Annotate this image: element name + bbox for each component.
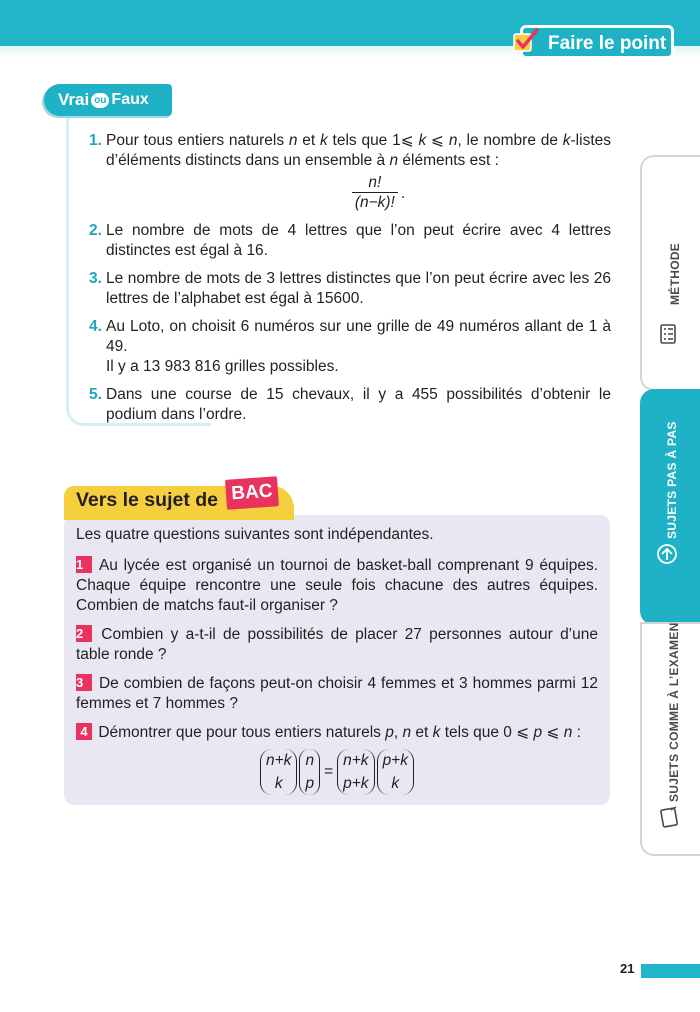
vrai-faux-item-5	[89, 385, 611, 425]
vrai-faux-list	[89, 131, 611, 433]
item-text: Le nombre de mots de 3 lettres distinctes que l’on peut écrire avec les 26 lettres de l’alphabet est égal à 15600.	[106, 270, 611, 307]
binomial-identity	[76, 749, 598, 795]
fraction-denominator: (n−k)!	[352, 192, 398, 213]
tab-methode-label: MÉTHODE	[668, 242, 682, 305]
item-text-line2: Il y a 13 983 816 grilles possibles.	[106, 358, 339, 375]
item-number: 1.	[89, 132, 102, 149]
bac-content	[76, 525, 598, 804]
page-number-bar	[641, 964, 700, 978]
question-text: Démontrer que pour tous entiers naturels p, n et k tels que 0 ⩽ p ⩽ n :	[98, 724, 581, 741]
tab-sujets-pas-a-pas[interactable]	[640, 389, 700, 625]
exam-sheet-icon	[658, 806, 680, 828]
question-text: De combien de façons peut-on choisir 4 femmes et 3 hommes parmi 12 femmes et 7 hommes ?	[76, 675, 598, 712]
item-text: Le nombre de mots de 4 lettres que l’on peut écrire avec 4 lettres distinctes est égal à 16.	[106, 222, 611, 259]
badge-ou: ou	[91, 93, 109, 108]
checkbox-check-icon	[511, 26, 541, 56]
item-text: Dans une course de 15 chevaux, il y a 455 possibilités d’obtenir le podium dans l’ordre.	[106, 386, 611, 423]
item-text: Pour tous entiers naturels n et k tels que 1⩽ k ⩽ n, le nombre de k-listes d’éléments distincts dans un ensemble à n éléments est :	[106, 132, 611, 169]
faire-le-point-label: Faire le point	[548, 33, 667, 54]
fraction-numerator: n!	[368, 174, 382, 191]
binomial-1: n+k k	[260, 749, 297, 795]
factorial-fraction	[146, 174, 611, 213]
question-number: 4	[76, 723, 92, 740]
faire-le-point-badge	[520, 25, 674, 59]
tab-sujets-examen[interactable]	[640, 622, 700, 856]
bac-question-3	[76, 674, 598, 714]
fraction-tail: .	[400, 184, 406, 202]
bac-question-4	[76, 723, 598, 795]
question-text: Combien y a-t-il de possibilités de placer 27 personnes autour d’une table ronde ?	[76, 626, 598, 663]
badge-faux: Faux	[111, 91, 149, 108]
step-arrow-icon	[656, 543, 678, 565]
item-number: 5.	[89, 386, 102, 403]
badge-vrai: Vrai	[58, 90, 90, 109]
tab-examen-label: SUJETS COMME À L’EXAMEN	[667, 622, 681, 802]
question-number: 2	[76, 625, 92, 642]
bac-intro: Les quatre questions suivantes sont indépendantes.	[76, 526, 434, 543]
bac-question-1	[76, 556, 598, 616]
item-number: 4.	[89, 318, 102, 335]
page-number: 21	[620, 961, 635, 976]
binomial-4: p+k k	[377, 749, 414, 795]
vrai-ou-faux-badge	[44, 84, 172, 116]
tab-methode[interactable]	[640, 155, 700, 391]
bac-section-title: Vers le sujet de	[76, 489, 218, 511]
equals-sign: =	[324, 763, 334, 780]
bac-title-word: BAC	[225, 476, 279, 510]
vrai-faux-item-1	[89, 131, 611, 213]
bac-question-2	[76, 625, 598, 665]
tab-pas-label: SUJETS PAS À PAS	[665, 421, 679, 539]
item-number: 2.	[89, 222, 102, 239]
question-number: 3	[76, 674, 92, 691]
question-number: 1	[76, 556, 92, 573]
binomial-3: n+k p+k	[337, 749, 374, 795]
checklist-icon	[658, 323, 680, 345]
vrai-faux-item-2	[89, 221, 611, 261]
vrai-faux-item-4	[89, 317, 611, 377]
item-number: 3.	[89, 270, 102, 287]
item-text: Au Loto, on choisit 6 numéros sur une grille de 49 numéros allant de 1 à 49.	[106, 318, 611, 355]
vrai-faux-item-3	[89, 269, 611, 309]
binomial-2: n p	[299, 749, 320, 795]
question-text: Au lycée est organisé un tournoi de basket-ball comprenant 9 équipes. Chaque équipe rencontre une seule fois chacune des autres équipes. Combien de matchs faut-il organiser ?	[76, 557, 598, 614]
